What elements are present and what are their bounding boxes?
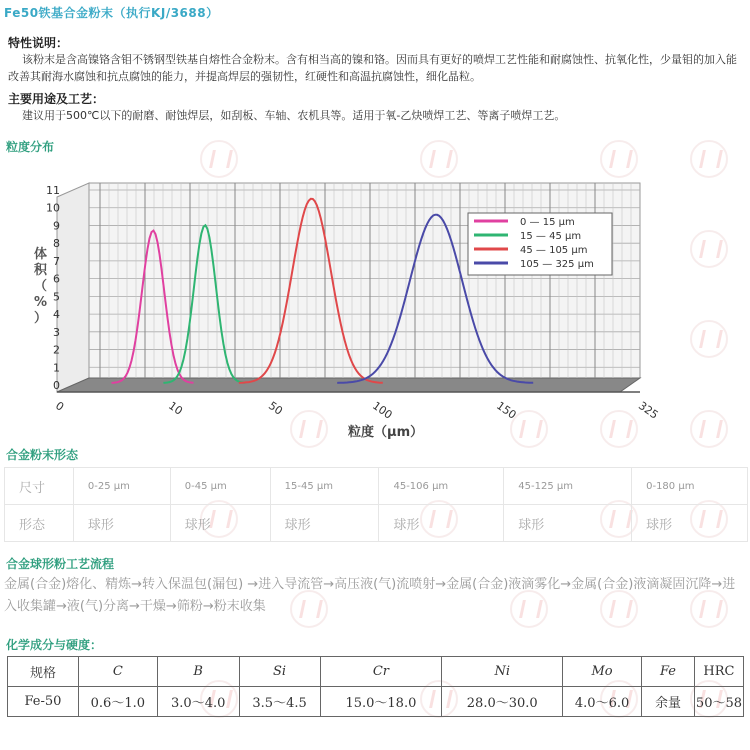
table-header: B: [157, 657, 239, 687]
x-tick-label: 50: [265, 399, 285, 418]
x-tick-label: 150: [493, 399, 519, 422]
chart-legend: [468, 213, 612, 275]
table-header: Si: [239, 657, 320, 687]
table-cell: 0-45 μm: [170, 468, 270, 505]
table-cell: 球形: [632, 505, 748, 542]
table-header: Cr: [320, 657, 442, 687]
process-text: 金属(合金)熔化、精炼→转入保温包(漏包) →进入导流管→高压液(气)流喷射→金属(合金)液滴雾化→金属(合金)液滴凝固沉降→进入收集罐→液(气)分离→干燥→筛粉→粉末收集: [4, 577, 736, 614]
table-cell: 0.6～1.0: [78, 687, 157, 717]
y-tick-label: 4: [53, 308, 60, 322]
y-tick-label: 6: [53, 272, 60, 286]
composition-table: [7, 656, 744, 717]
table-cell: 15-45 μm: [270, 468, 379, 505]
table-header: Fe: [642, 657, 695, 687]
y-tick-label: 7: [53, 254, 60, 268]
table-cell: 球形: [170, 505, 270, 542]
table-cell: 形态: [5, 505, 74, 542]
usage-text: 建议用于500℃以下的耐磨、耐蚀焊层，如刮板、车轴、农机具等。适用于氧-乙炔喷焊工艺、等离子喷焊工艺。: [22, 109, 566, 122]
x-tick-labels: [53, 399, 661, 422]
x-tick-label: 325: [635, 399, 661, 422]
x-tick-label: 10: [165, 399, 185, 418]
legend-label: 45 — 105 μm: [520, 245, 588, 256]
table-header: Mo: [563, 657, 642, 687]
y-tick-label: 3: [53, 325, 60, 339]
morphology-section-title: 合金粉末形态: [6, 448, 79, 462]
features-text: 该粉末是含高镍铬含钼不锈钢型铁基自熔性合金粉末。含有相当高的镍和铬。因而具有更好的喷焊工艺性能和耐腐蚀性、抗氧化性，少量钼的加入能改善其耐海水腐蚀和抗点腐蚀的能力，并提高焊层的强韧性，红硬性和高温抗腐蚀性，细化晶粒。: [8, 53, 737, 83]
y-tick-label: 8: [53, 237, 60, 251]
y-axis-label: 体积（%）: [34, 247, 48, 326]
table-cell: 球形: [379, 505, 504, 542]
table-cell: Fe-50: [8, 687, 79, 717]
table-cell: 余量: [642, 687, 695, 717]
table-cell: 28.0～30.0: [442, 687, 563, 717]
x-tick-label: 100: [369, 399, 395, 422]
particle-section-title: 粒度分布: [6, 140, 55, 154]
table-cell: 球形: [270, 505, 379, 542]
y-tick-label: 9: [53, 219, 60, 233]
x-tick-label: 0: [52, 399, 67, 414]
table-cell: 球形: [504, 505, 632, 542]
x-axis-label: 粒度（μm）: [348, 425, 424, 440]
table-cell: 4.0～6.0: [563, 687, 642, 717]
table-cell: 45-125 μm: [504, 468, 632, 505]
table-header: 规格: [8, 657, 79, 687]
table-cell: 球形: [73, 505, 170, 542]
particle-size-chart: [0, 160, 750, 445]
features-heading: 特性说明：: [8, 36, 69, 50]
legend-label: 105 — 325 μm: [520, 259, 594, 270]
table-row: [5, 468, 748, 505]
y-tick-label: 1: [53, 361, 60, 375]
table-header: C: [78, 657, 157, 687]
usage-heading: 主要用途及工艺：: [8, 92, 105, 106]
table-row: [5, 505, 748, 542]
table-header: HRC: [694, 657, 743, 687]
composition-section-title: 化学成分与硬度：: [6, 638, 103, 652]
table-cell: 尺寸: [5, 468, 74, 505]
table-cell: 15.0～18.0: [320, 687, 442, 717]
y-tick-label: 0: [53, 379, 60, 392]
y-tick-label: 10: [46, 201, 60, 215]
table-cell: 3.0～4.0: [157, 687, 239, 717]
process-section-title: 合金球形粉工艺流程: [6, 557, 115, 571]
table-cell: 45-106 μm: [379, 468, 504, 505]
table-cell: 0-180 μm: [632, 468, 748, 505]
y-tick-label: 5: [53, 290, 60, 304]
table-row: [8, 657, 744, 687]
table-cell: 50～58: [694, 687, 743, 717]
legend-label: 0 — 15 μm: [520, 217, 575, 228]
page-title: Fe50铁基合金粉末（执行KJ/3688）: [4, 6, 219, 20]
table-cell: 0-25 μm: [73, 468, 170, 505]
legend-label: 15 — 45 μm: [520, 231, 582, 242]
morphology-table: [4, 467, 748, 542]
table-row: [8, 687, 744, 717]
table-cell: 3.5～4.5: [239, 687, 320, 717]
y-tick-label: 2: [53, 343, 60, 357]
y-tick-label: 11: [46, 184, 60, 197]
table-header: Ni: [442, 657, 563, 687]
